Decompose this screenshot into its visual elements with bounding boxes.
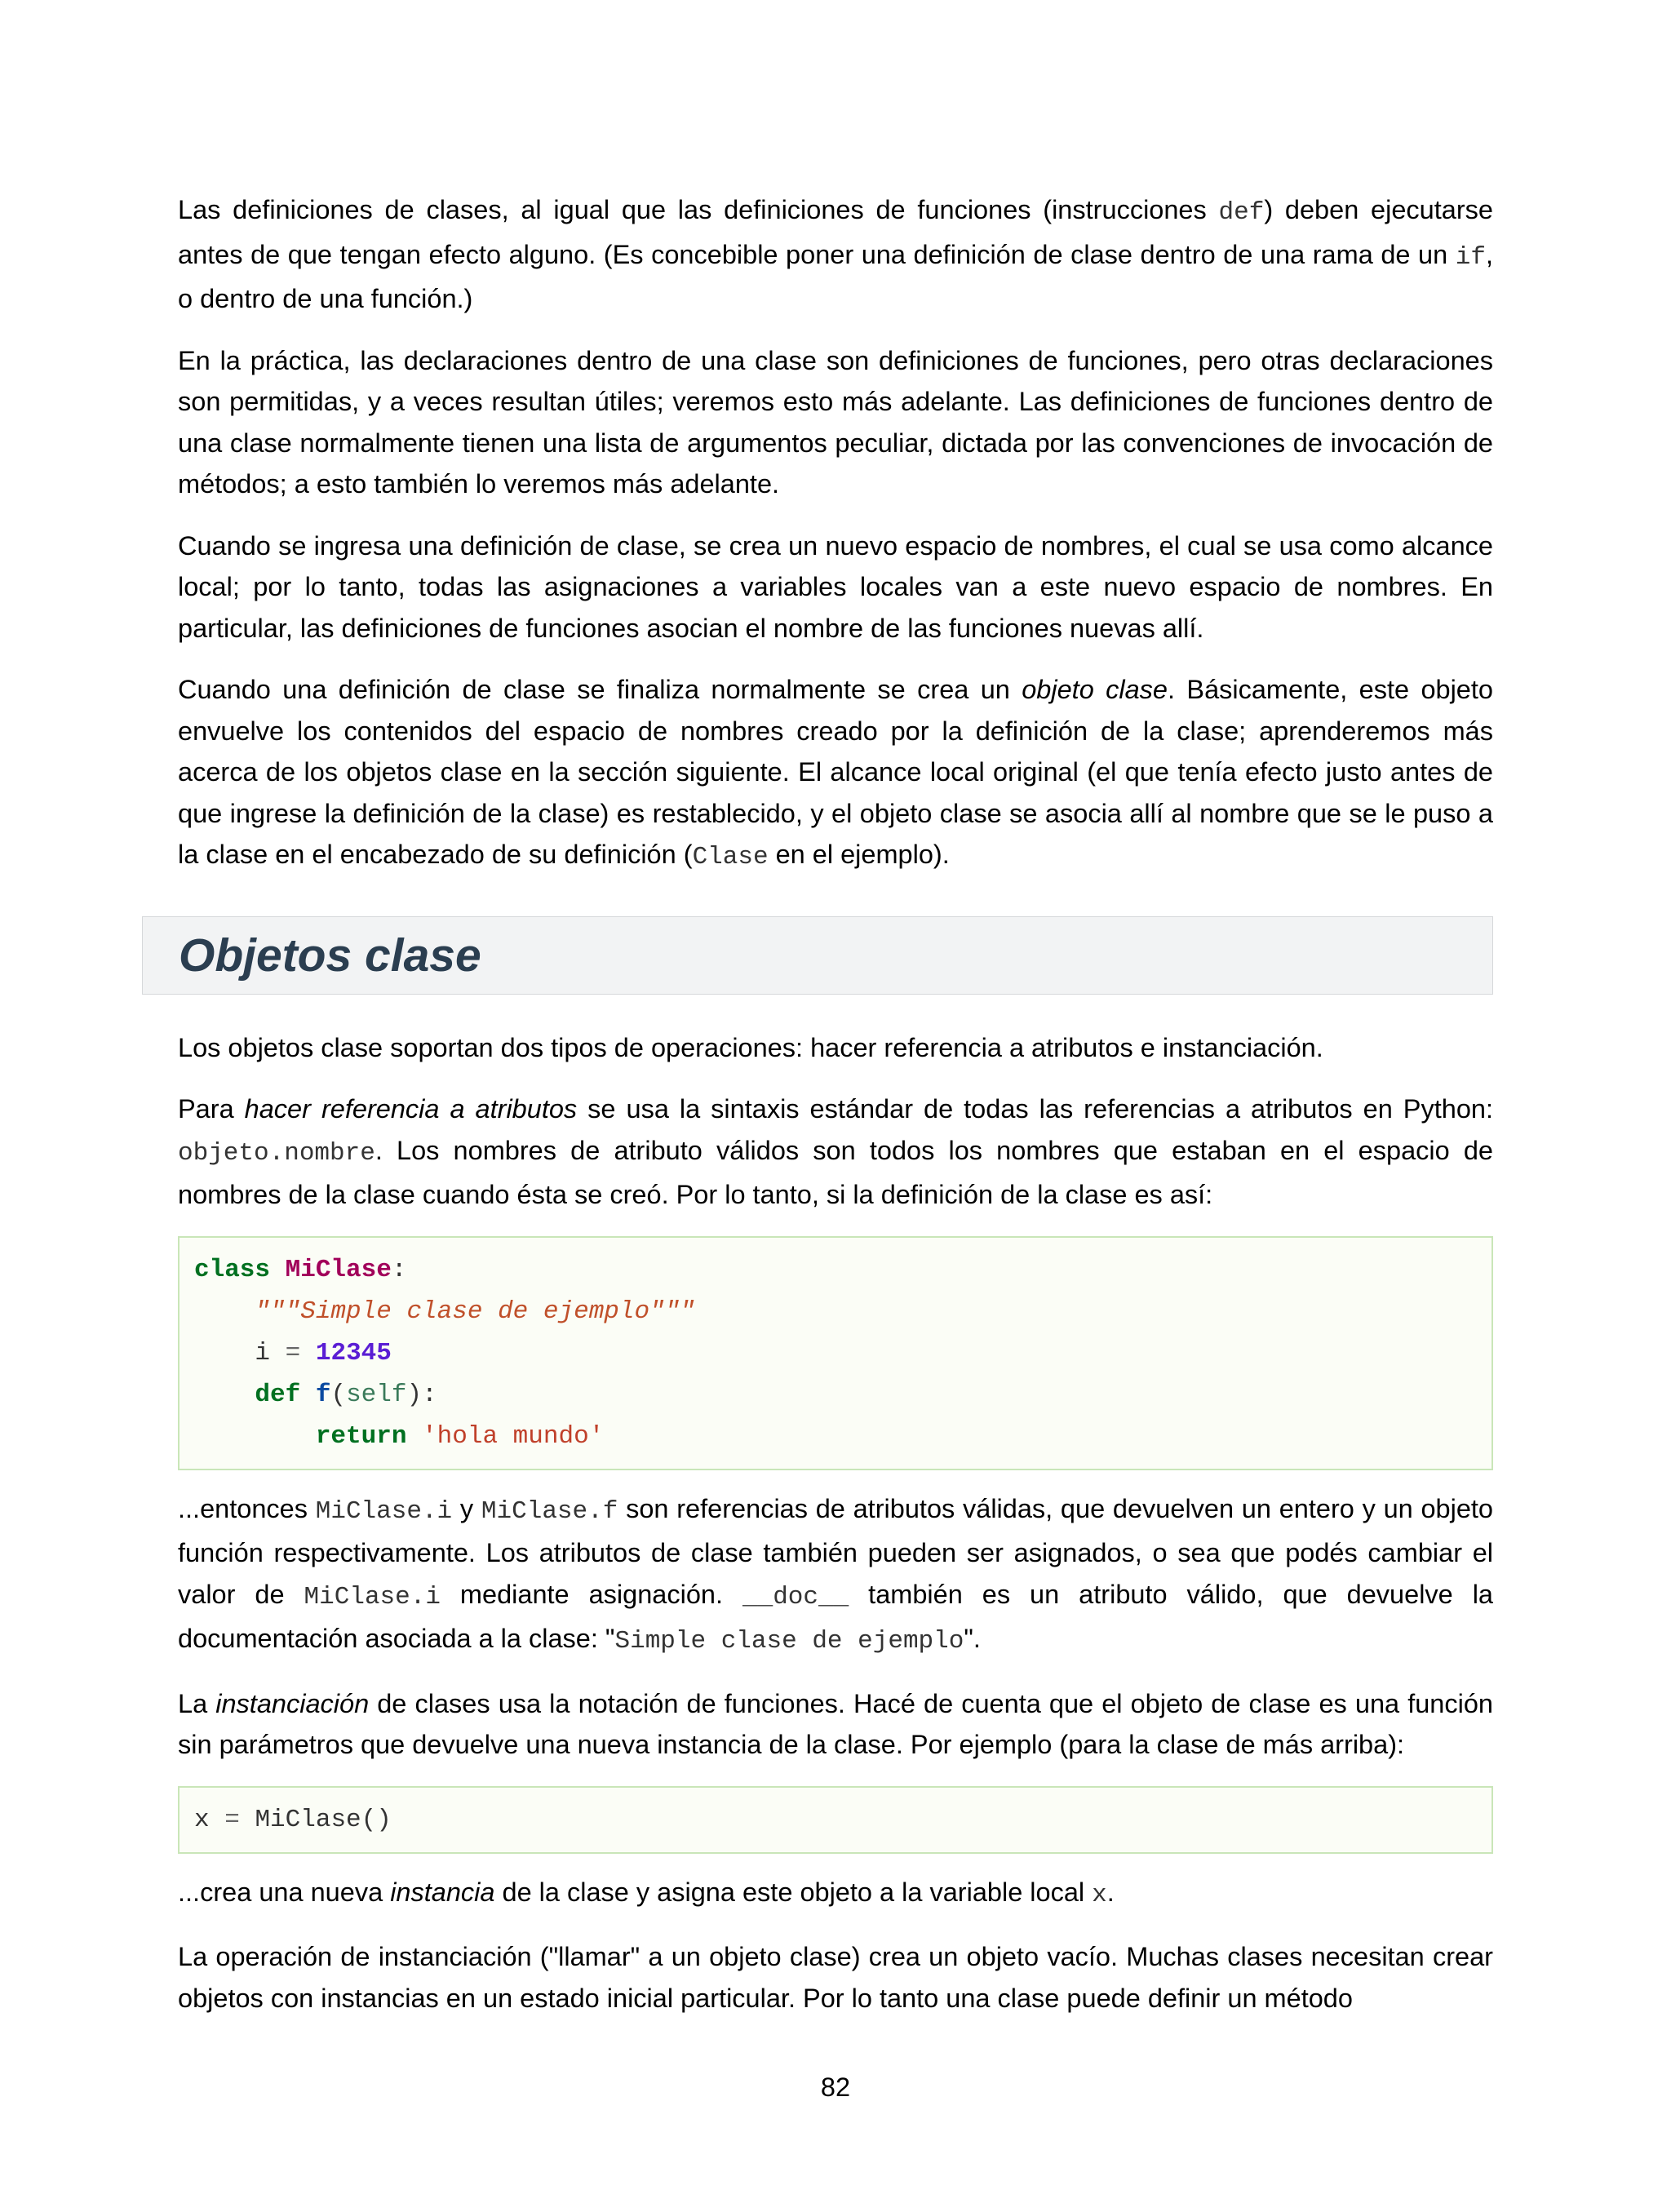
paragraph-class-definitions [178, 189, 1493, 320]
page-number: 82 [820, 2072, 851, 2102]
page-content [178, 189, 1493, 2039]
paragraph-instantiation [178, 1683, 1493, 1766]
code-keyword: return [315, 1421, 407, 1451]
emphasis: instancia [390, 1877, 495, 1907]
emphasis: instanciación [215, 1688, 370, 1718]
code-call: MiClase() [255, 1805, 392, 1834]
code-operator: = [224, 1805, 240, 1834]
code-self: self [346, 1380, 407, 1409]
code-variable: x [194, 1805, 210, 1834]
text: de la clase y asigna este objeto a la variable local [494, 1877, 1093, 1907]
paragraph-namespace: Cuando se ingresa una definición de clase, se crea un nuevo espacio de nombres, el cual se usa como alcance local; por lo tanto, todas las asignaciones a variables locales van a este nuevo espacio de nombres. En particular, las definiciones de funciones asocian el nombre de las funciones nuevas allí. [178, 530, 1493, 643]
text: La [178, 1688, 216, 1718]
code-class-name: MiClase [285, 1255, 392, 1284]
text: . Los nombres de atributo válidos son todos los nombres que estaban en el espacio de nombres de la clase cuando ésta se creó. Por lo tanto, si la definición de la clase es así: [178, 1135, 1493, 1209]
text: también es un atributo válido, que devuelve la documentación asociada a la clase: " [178, 1579, 1493, 1653]
paragraph-instantiation-operation: La operación de instanciación ("llamar" a un objeto clase) crea un objeto vacío. Muchas clases necesitan crear objetos con instancias en un estado inicial particular. Por lo tanto una clase puede definir un método [178, 1942, 1493, 2013]
paragraph-new-instance [178, 1872, 1493, 1917]
code-variable: i [255, 1338, 271, 1368]
code-punct: ): [406, 1380, 437, 1409]
inline-code-doc: __doc__ [742, 1582, 849, 1611]
paragraph-attribute-reference [178, 1088, 1493, 1216]
text: mediante asignación. [440, 1579, 742, 1609]
inline-code-if: if [1455, 242, 1486, 272]
text: ) deben ejecutarse antes de que tengan efecto alguno. (Es concebible poner una definición de clase dentro de una rama de un [178, 195, 1493, 269]
paragraph-attribute-references-valid [178, 1488, 1493, 1663]
text: y [452, 1493, 481, 1523]
text: Para [178, 1094, 245, 1124]
code-punct: ( [330, 1380, 347, 1409]
section-heading: Objetos clase [179, 929, 481, 982]
code-punct: : [391, 1255, 407, 1284]
code-block-instantiation [178, 1786, 1493, 1854]
section-heading-box [142, 916, 1493, 995]
code-function-name: f [315, 1380, 331, 1409]
paragraph-class-object [178, 669, 1493, 879]
text: se usa la sintaxis estándar de todas las referencias a atributos en Python: [577, 1094, 1494, 1124]
text: . Básicamente, este objeto envuelve los contenidos del espacio de nombres creado por la definición de la clase; aprenderemos más acerca de los objetos clase en la sección siguiente. El alcance local original (el que tenía efecto justo antes de que ingrese la definición de la clase) es restablecido, y el objeto clase se asocia allí al nombre que se le puso a la clase en el encabezado de su definición ( [178, 675, 1493, 869]
text: son referencias de atributos válidas, que devuelven un entero y un objeto función respectivamente. Los atributos de clase también pueden ser asignados, o sea que podés cambiar el valor de [178, 1493, 1493, 1609]
emphasis: objeto clase [1022, 675, 1168, 704]
text: ". [964, 1624, 981, 1653]
text: ...crea una nueva [178, 1877, 391, 1907]
emphasis: hacer referencia a atributos [244, 1094, 578, 1124]
code-keyword: def [255, 1380, 301, 1409]
text: Cuando una definición de clase se finaliza normalmente se crea un [178, 675, 1022, 704]
inline-code: MiClase.i [304, 1582, 441, 1611]
inline-code-x: x [1092, 1880, 1107, 1909]
code-number: 12345 [315, 1338, 392, 1368]
code-operator: = [285, 1338, 301, 1368]
code-string: 'hola mundo' [422, 1421, 605, 1451]
inline-code: Simple clase de ejemplo [614, 1627, 964, 1656]
text: . [1106, 1877, 1115, 1907]
paragraph-practice: En la práctica, las declaraciones dentro de una clase son definiciones de funciones, pero otras declaraciones son permitidas, y a veces resultan útiles; veremos esto más adelante. Las definiciones de funciones dentro de una clase normalmente tienen una lista de argumentos peculiar, dictada por las convenciones de invocación de métodos; a esto también lo veremos más adelante. [178, 345, 1493, 499]
text: , o dentro de una función.) [178, 239, 1493, 313]
inline-code: MiClase.f [481, 1496, 618, 1526]
code-block-class-definition [178, 1236, 1493, 1470]
inline-code-clase: Clase [692, 843, 769, 871]
paragraph-operations: Los objetos clase soportan dos tipos de operaciones: hacer referencia a atributos e instanciación. [178, 1032, 1323, 1062]
inline-code-objeto-nombre: objeto.nombre [178, 1138, 375, 1168]
text: Las definiciones de clases, al igual que las definiciones de funciones (instrucciones [178, 195, 1219, 224]
text: ...entonces [178, 1493, 316, 1523]
text: en el ejemplo). [768, 840, 950, 869]
code-docstring: """Simple clase de ejemplo""" [255, 1297, 695, 1326]
inline-code-def: def [1218, 198, 1265, 227]
code-keyword: class [194, 1255, 271, 1284]
text: de clases usa la notación de funciones. Hacé de cuenta que el objeto de clase es una función sin parámetros que devuelve una nueva instancia de la clase. Por ejemplo (para la clase de más arriba): [178, 1688, 1493, 1759]
inline-code: MiClase.i [315, 1496, 453, 1526]
